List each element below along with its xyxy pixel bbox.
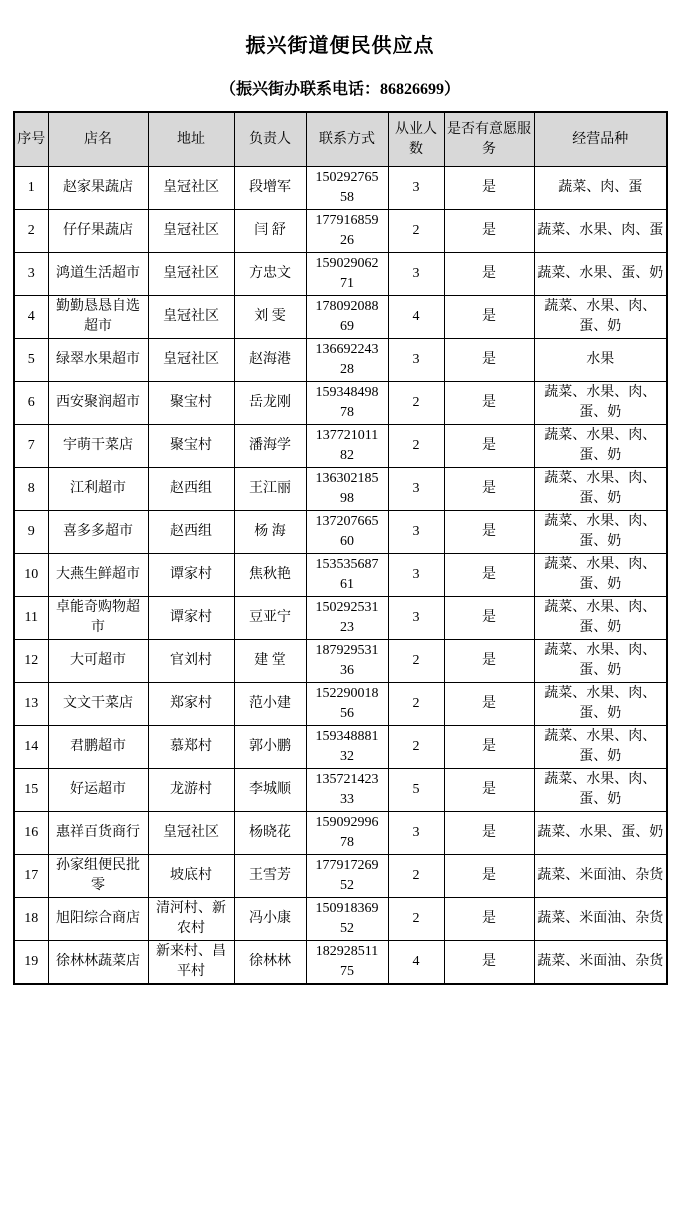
cell-willing-to-serve: 是: [444, 425, 534, 468]
cell-address: 谭家村: [148, 597, 234, 640]
table-row: [14, 210, 667, 253]
cell-phone: [306, 382, 388, 425]
cell-index: 1: [14, 167, 48, 210]
cell-manager: 刘 雯: [234, 296, 306, 339]
cell-willing-to-serve: 是: [444, 726, 534, 769]
cell-willing-to-serve: 是: [444, 382, 534, 425]
cell-store-name: 君鹏超市: [48, 726, 148, 769]
cell-store-name: 大可超市: [48, 640, 148, 683]
column-header-willing-to-serve: 是否有意愿服务: [444, 112, 534, 167]
phone-number: 15902906271: [315, 256, 379, 291]
cell-phone: [306, 339, 388, 382]
cell-staff-count: 3: [388, 468, 444, 511]
phone-number: 15934849878: [315, 385, 379, 420]
cell-manager: 冯小康: [234, 898, 306, 941]
cell-index: 17: [14, 855, 48, 898]
cell-staff-count: 3: [388, 511, 444, 554]
cell-willing-to-serve: 是: [444, 941, 534, 985]
cell-address: 谭家村: [148, 554, 234, 597]
cell-address: 龙游村: [148, 769, 234, 812]
cell-address: 聚宝村: [148, 425, 234, 468]
cell-store-name: 大燕生鲜超市: [48, 554, 148, 597]
table-row: [14, 683, 667, 726]
table-row: [14, 941, 667, 985]
table-row: [14, 339, 667, 382]
cell-goods: 蔬菜、水果、肉、蛋、奶: [534, 554, 667, 597]
cell-manager: 杨晓花: [234, 812, 306, 855]
cell-address: 慕郑村: [148, 726, 234, 769]
phone-number: 15029253123: [315, 600, 379, 635]
cell-phone: [306, 898, 388, 941]
cell-index: 18: [14, 898, 48, 941]
cell-address: 官刘村: [148, 640, 234, 683]
cell-phone: [306, 769, 388, 812]
cell-address: 皇冠社区: [148, 167, 234, 210]
table-row: [14, 425, 667, 468]
phone-number: 15091836952: [315, 901, 379, 936]
cell-manager: 潘海学: [234, 425, 306, 468]
cell-manager: 杨 海: [234, 511, 306, 554]
cell-manager: 闫 舒: [234, 210, 306, 253]
cell-index: 4: [14, 296, 48, 339]
cell-staff-count: 2: [388, 210, 444, 253]
cell-index: 9: [14, 511, 48, 554]
cell-staff-count: 2: [388, 382, 444, 425]
phone-number: 13669224328: [315, 342, 379, 377]
cell-address: 赵西组: [148, 511, 234, 554]
cell-phone: [306, 167, 388, 210]
table-row: [14, 898, 667, 941]
cell-phone: [306, 855, 388, 898]
cell-store-name: 仔仔果蔬店: [48, 210, 148, 253]
cell-address: 聚宝村: [148, 382, 234, 425]
cell-phone: [306, 425, 388, 468]
table-header: [14, 112, 667, 167]
cell-store-name: 西安聚润超市: [48, 382, 148, 425]
cell-phone: [306, 812, 388, 855]
cell-staff-count: 3: [388, 253, 444, 296]
table-header-row: [14, 112, 667, 167]
cell-store-name: 鸿道生活超市: [48, 253, 148, 296]
cell-manager: 范小建: [234, 683, 306, 726]
cell-willing-to-serve: 是: [444, 769, 534, 812]
table-row: [14, 640, 667, 683]
cell-address: 坡底村: [148, 855, 234, 898]
table-body: [14, 167, 667, 985]
phone-number: 15909299678: [315, 815, 379, 850]
table-row: [14, 253, 667, 296]
cell-staff-count: 3: [388, 812, 444, 855]
cell-goods: 蔬菜、水果、肉、蛋、奶: [534, 296, 667, 339]
cell-staff-count: 3: [388, 339, 444, 382]
cell-manager: 王江丽: [234, 468, 306, 511]
cell-goods: 蔬菜、米面油、杂货: [534, 898, 667, 941]
table-row: [14, 597, 667, 640]
cell-goods: 蔬菜、水果、肉、蛋、奶: [534, 468, 667, 511]
table-row: [14, 726, 667, 769]
cell-staff-count: 2: [388, 683, 444, 726]
cell-manager: 豆亚宁: [234, 597, 306, 640]
supply-points-table: [13, 111, 668, 985]
cell-willing-to-serve: 是: [444, 812, 534, 855]
phone-number: 17791685926: [315, 213, 379, 248]
phone-number: 15934888132: [315, 729, 379, 764]
cell-manager: 王雪芳: [234, 855, 306, 898]
cell-staff-count: 3: [388, 167, 444, 210]
cell-willing-to-serve: 是: [444, 683, 534, 726]
cell-index: 12: [14, 640, 48, 683]
cell-goods: 蔬菜、水果、肉、蛋、奶: [534, 597, 667, 640]
phone-number: 17791726952: [315, 858, 379, 893]
cell-goods: 蔬菜、米面油、杂货: [534, 941, 667, 985]
cell-store-name: 喜多多超市: [48, 511, 148, 554]
cell-store-name: 勤勤恳恳自选超市: [48, 296, 148, 339]
cell-store-name: 卓能奇购物超市: [48, 597, 148, 640]
cell-goods: 蔬菜、水果、肉、蛋: [534, 210, 667, 253]
cell-willing-to-serve: 是: [444, 167, 534, 210]
cell-address: 皇冠社区: [148, 812, 234, 855]
cell-store-name: 徐林林蔬菜店: [48, 941, 148, 985]
table-row: [14, 554, 667, 597]
cell-staff-count: 2: [388, 855, 444, 898]
column-header-address: 地址: [148, 112, 234, 167]
cell-address: 郑家村: [148, 683, 234, 726]
cell-staff-count: 4: [388, 941, 444, 985]
cell-manager: 段增军: [234, 167, 306, 210]
cell-phone: [306, 253, 388, 296]
cell-phone: [306, 554, 388, 597]
column-header-index: 序号: [14, 112, 48, 167]
phone-number: 18792953136: [315, 643, 379, 678]
cell-staff-count: 4: [388, 296, 444, 339]
cell-staff-count: 2: [388, 726, 444, 769]
cell-store-name: 好运超市: [48, 769, 148, 812]
cell-store-name: 宇萌干菜店: [48, 425, 148, 468]
cell-willing-to-serve: 是: [444, 253, 534, 296]
cell-goods: 蔬菜、水果、肉、蛋、奶: [534, 640, 667, 683]
cell-index: 14: [14, 726, 48, 769]
column-header-manager: 负责人: [234, 112, 306, 167]
phone-number: 18292851175: [315, 944, 379, 979]
cell-goods: 蔬菜、水果、肉、蛋、奶: [534, 769, 667, 812]
cell-willing-to-serve: 是: [444, 855, 534, 898]
cell-phone: [306, 640, 388, 683]
table-row: [14, 855, 667, 898]
cell-address: 皇冠社区: [148, 210, 234, 253]
cell-staff-count: 3: [388, 597, 444, 640]
cell-goods: 蔬菜、水果、肉、蛋、奶: [534, 683, 667, 726]
cell-staff-count: 2: [388, 425, 444, 468]
table-row: [14, 511, 667, 554]
cell-goods: 蔬菜、水果、蛋、奶: [534, 253, 667, 296]
cell-willing-to-serve: 是: [444, 468, 534, 511]
table-row: [14, 812, 667, 855]
cell-phone: [306, 683, 388, 726]
cell-willing-to-serve: 是: [444, 898, 534, 941]
cell-willing-to-serve: 是: [444, 339, 534, 382]
column-header-phone: 联系方式: [306, 112, 388, 167]
cell-willing-to-serve: 是: [444, 554, 534, 597]
cell-index: 2: [14, 210, 48, 253]
cell-manager: 焦秋艳: [234, 554, 306, 597]
cell-goods: 蔬菜、水果、蛋、奶: [534, 812, 667, 855]
cell-store-name: 文文干菜店: [48, 683, 148, 726]
cell-address: 皇冠社区: [148, 296, 234, 339]
cell-willing-to-serve: 是: [444, 640, 534, 683]
cell-manager: 郭小鹏: [234, 726, 306, 769]
cell-index: 6: [14, 382, 48, 425]
cell-willing-to-serve: 是: [444, 296, 534, 339]
cell-goods: 蔬菜、米面油、杂货: [534, 855, 667, 898]
phone-number: 15029276558: [315, 170, 379, 205]
column-header-staff-count: 从业人数: [388, 112, 444, 167]
cell-index: 8: [14, 468, 48, 511]
cell-goods: 蔬菜、水果、肉、蛋、奶: [534, 425, 667, 468]
cell-manager: 岳龙刚: [234, 382, 306, 425]
cell-goods: 蔬菜、肉、蛋: [534, 167, 667, 210]
cell-index: 13: [14, 683, 48, 726]
cell-address: 赵西组: [148, 468, 234, 511]
phone-number: 17809208869: [315, 299, 379, 334]
cell-index: 10: [14, 554, 48, 597]
cell-goods: 蔬菜、水果、肉、蛋、奶: [534, 726, 667, 769]
phone-number: 13630218598: [315, 471, 379, 506]
cell-goods: 水果: [534, 339, 667, 382]
cell-manager: 赵海港: [234, 339, 306, 382]
cell-staff-count: 3: [388, 554, 444, 597]
phone-number: 13572142333: [315, 772, 379, 807]
cell-store-name: 绿翠水果超市: [48, 339, 148, 382]
cell-staff-count: 2: [388, 640, 444, 683]
table-row: [14, 167, 667, 210]
cell-phone: [306, 511, 388, 554]
cell-willing-to-serve: 是: [444, 511, 534, 554]
cell-goods: 蔬菜、水果、肉、蛋、奶: [534, 382, 667, 425]
cell-address: 皇冠社区: [148, 339, 234, 382]
cell-willing-to-serve: 是: [444, 597, 534, 640]
column-header-goods: 经营品种: [534, 112, 667, 167]
phone-number: 15229001856: [315, 686, 379, 721]
table-row: [14, 468, 667, 511]
cell-store-name: 江利超市: [48, 468, 148, 511]
cell-index: 15: [14, 769, 48, 812]
cell-store-name: 旭阳综合商店: [48, 898, 148, 941]
cell-manager: 方忠文: [234, 253, 306, 296]
cell-phone: [306, 210, 388, 253]
cell-staff-count: 5: [388, 769, 444, 812]
cell-phone: [306, 296, 388, 339]
page-subtitle: （振兴街办联系电话：86826699）: [219, 81, 460, 98]
cell-phone: [306, 726, 388, 769]
cell-store-name: 孙家组便民批零: [48, 855, 148, 898]
cell-address: 新来村、昌平村: [148, 941, 234, 985]
table-row: [14, 382, 667, 425]
table-row: [14, 769, 667, 812]
phone-number: 13720766560: [315, 514, 379, 549]
phone-number: 15353568761: [315, 557, 379, 592]
cell-staff-count: 2: [388, 898, 444, 941]
cell-manager: 建 堂: [234, 640, 306, 683]
column-header-store-name: 店名: [48, 112, 148, 167]
page-title: 振兴街道便民供应点: [245, 33, 435, 57]
phone-number: 13772101182: [315, 428, 379, 463]
cell-manager: 李城顺: [234, 769, 306, 812]
cell-phone: [306, 941, 388, 985]
cell-index: 5: [14, 339, 48, 382]
cell-index: 3: [14, 253, 48, 296]
cell-store-name: 惠祥百货商行: [48, 812, 148, 855]
cell-willing-to-serve: 是: [444, 210, 534, 253]
cell-index: 16: [14, 812, 48, 855]
cell-phone: [306, 597, 388, 640]
table-row: [14, 296, 667, 339]
cell-manager: 徐林林: [234, 941, 306, 985]
cell-address: 清河村、新农村: [148, 898, 234, 941]
cell-goods: 蔬菜、水果、肉、蛋、奶: [534, 511, 667, 554]
cell-phone: [306, 468, 388, 511]
cell-address: 皇冠社区: [148, 253, 234, 296]
cell-index: 19: [14, 941, 48, 985]
cell-store-name: 赵家果蔬店: [48, 167, 148, 210]
cell-index: 11: [14, 597, 48, 640]
cell-index: 7: [14, 425, 48, 468]
